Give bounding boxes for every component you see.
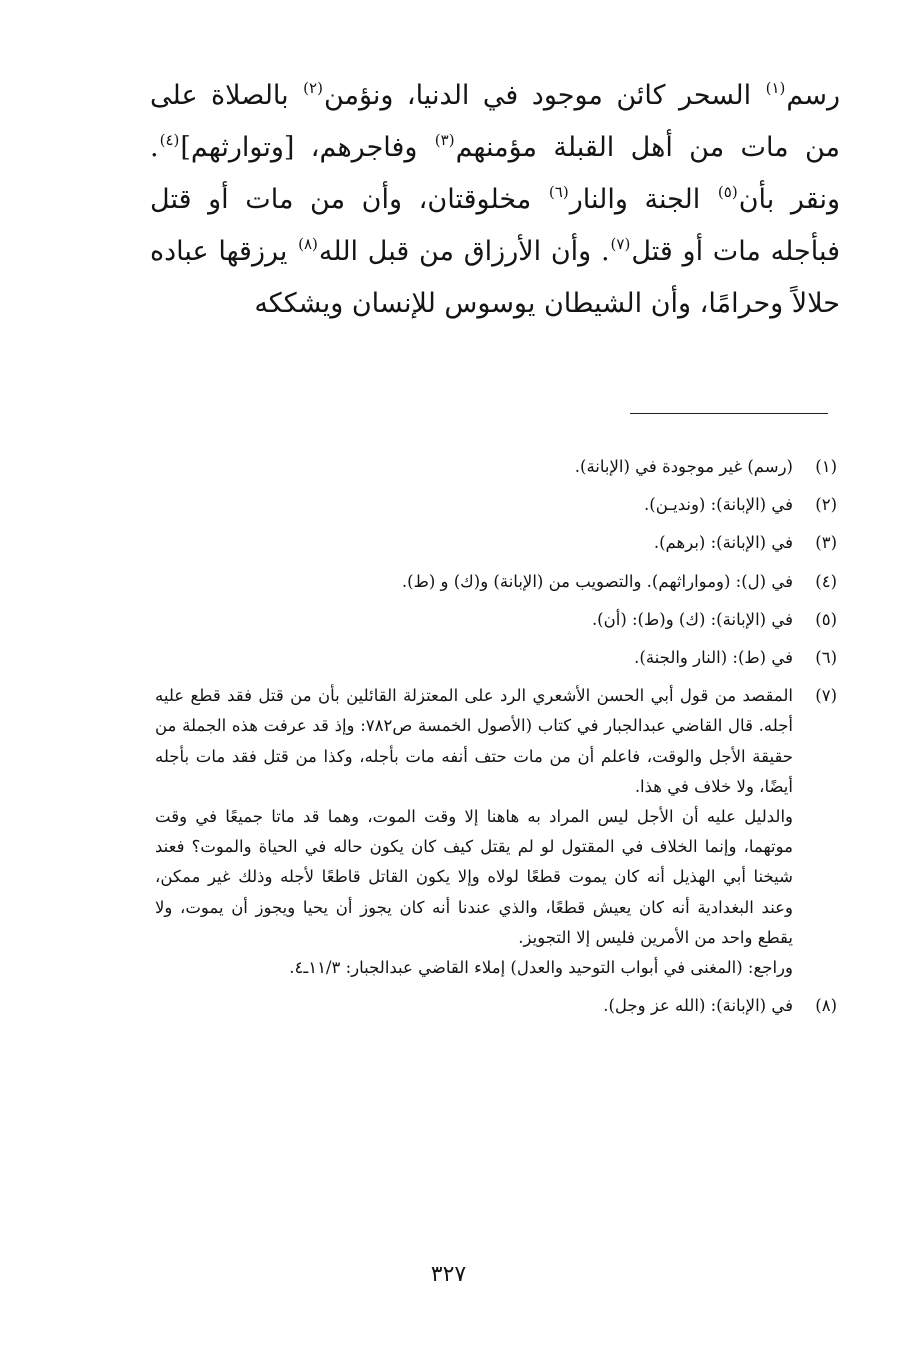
- text-run: ونقر بأن: [738, 184, 840, 215]
- page-number: ٣٢٧: [430, 1262, 467, 1287]
- footnote-separator: [630, 413, 828, 414]
- footnote-item: [155, 991, 837, 1021]
- footnote-ref-8[interactable]: (٨): [298, 235, 318, 253]
- footnote-paragraph: في (الإبانة): (الله عز وجل).: [603, 996, 793, 1016]
- footnote-body: [155, 991, 793, 1021]
- footnote-paragraph: في (الإبانة): (برهم).: [653, 533, 793, 553]
- footnote-number: (٦): [815, 648, 837, 668]
- text-run: .: [150, 132, 159, 163]
- footnote-paragraph: المقصد من قول أبي الحسن الأشعري الرد على المعتزلة القائلين بأن من قتل فقد قطع عليه أجله. قال القاضي عبدالجبار في كتاب (الأصول الخمسة ص٧٨٢: وإذ قد عرفت هذه الجملة من حقيقة الأجل والوقت، فاعلم أن من مات حتف أنفه مات بأجله، وكذا من قتل فقد مات بأجله أيضًا، ولا خلاف في هذا.: [155, 686, 794, 796]
- text-run: السحر كائن موجود في الدنيا، ونؤمن: [323, 80, 765, 111]
- footnote-number: (٤): [815, 571, 837, 591]
- footnote-ref-3[interactable]: (٣): [434, 131, 455, 149]
- footnote-paragraph: (رسم) غير موجودة في (الإبانة).: [574, 457, 793, 476]
- footnote-paragraph: وراجع: (المغنى في أبواب التوحيد والعدل) إملاء القاضي عبدالجبار: ١١/٣ـ٤.: [289, 958, 793, 978]
- text-run: من مات من أهل القبلة مؤمنهم: [455, 132, 840, 163]
- footnote-ref-2[interactable]: (٢): [303, 79, 323, 97]
- footnote-body: [155, 567, 793, 597]
- text-run: وفاجرهم، [وتوارثهم]: [180, 132, 434, 163]
- footnote-item: [155, 605, 837, 635]
- text-run: بالصلاة على: [150, 80, 303, 111]
- footnote-item: [155, 681, 837, 983]
- footnote-ref-6[interactable]: (٦): [548, 183, 569, 201]
- footnote-item: [155, 452, 837, 482]
- main-text-line-2: [150, 122, 840, 174]
- footnote-ref-5[interactable]: (٥): [717, 183, 738, 201]
- text-run: . وأن الأرزاق من قبل الله: [318, 236, 610, 267]
- footnote-paragraph: في (الإبانة): (ك) و(ط): (أن).: [591, 609, 793, 629]
- main-text-line-3: [150, 174, 840, 226]
- footnote-paragraph: في (ط): (النار والجنة).: [634, 648, 793, 668]
- footnote-body: [155, 452, 793, 482]
- main-text-line-5: حلالاً وحرامًا، وأن الشيطان يوسوس للإنسان ويشككه: [254, 288, 840, 319]
- footnote-number: (٨): [815, 996, 837, 1016]
- footnote-number: (٥): [815, 609, 837, 629]
- footnote-item: [155, 528, 837, 558]
- footnote-number: (٣): [815, 533, 837, 553]
- main-text-line-1: [150, 70, 840, 122]
- footnote-body: [155, 681, 793, 983]
- text-run: فبأجله مات أو قتل: [631, 236, 840, 267]
- footnote-number: (١): [815, 457, 837, 476]
- footnote-body: [155, 643, 793, 673]
- footnote-body: [155, 490, 793, 520]
- text-run: رسم: [786, 80, 840, 111]
- footnote-ref-7[interactable]: (٧): [610, 235, 631, 253]
- footnote-number: (٢): [815, 495, 837, 515]
- footnote-paragraph: والدليل عليه أن الأجل ليس المراد به هاهنا إلا وقت الموت، وهما قد ماتا جميعًا في وقت موتهما، وإنما الخلاف في المقتول لو لم يقتل كيف كان يكون حاله في الحياة والموت؟ فعند شيخنا أبي الهذيل أنه كان يموت قطعًا لولاه وإلا يكون القاتل قاطعًا لأجله وذلك غير ممكن، وعند البغدادية أنه كان يعيش قطعًا، والذي عندنا أنه كان يجوز أن يحيا ويجوز أن يموت، ولا يقطع واحد من الأمرين فليس إلا التجويز.: [155, 807, 793, 947]
- footnote-ref-1[interactable]: (١): [765, 79, 786, 97]
- text-run: الجنة والنار: [569, 184, 717, 215]
- footnote-number: (٧): [815, 686, 837, 706]
- footnote-item: [155, 643, 837, 673]
- footnote-item: [155, 567, 837, 597]
- text-run: مخلوقتان، وأن من مات أو قتل: [150, 184, 548, 215]
- footnote-ref-4[interactable]: (٤): [159, 131, 180, 149]
- footnote-paragraph: في (الإبانة): (ونديـن).: [644, 495, 793, 515]
- text-run: يرزقها عباده: [150, 236, 298, 267]
- footnote-body: [155, 528, 793, 558]
- footnote-item: [155, 490, 837, 520]
- footnote-paragraph: في (ل): (ومواراثهم). والتصويب من (الإبانة) و(ك) و (ط).: [401, 571, 793, 591]
- footnotes-section: [155, 452, 837, 1029]
- main-text: [150, 70, 840, 330]
- footnote-body: [155, 605, 793, 635]
- main-text-line-4: [150, 226, 840, 278]
